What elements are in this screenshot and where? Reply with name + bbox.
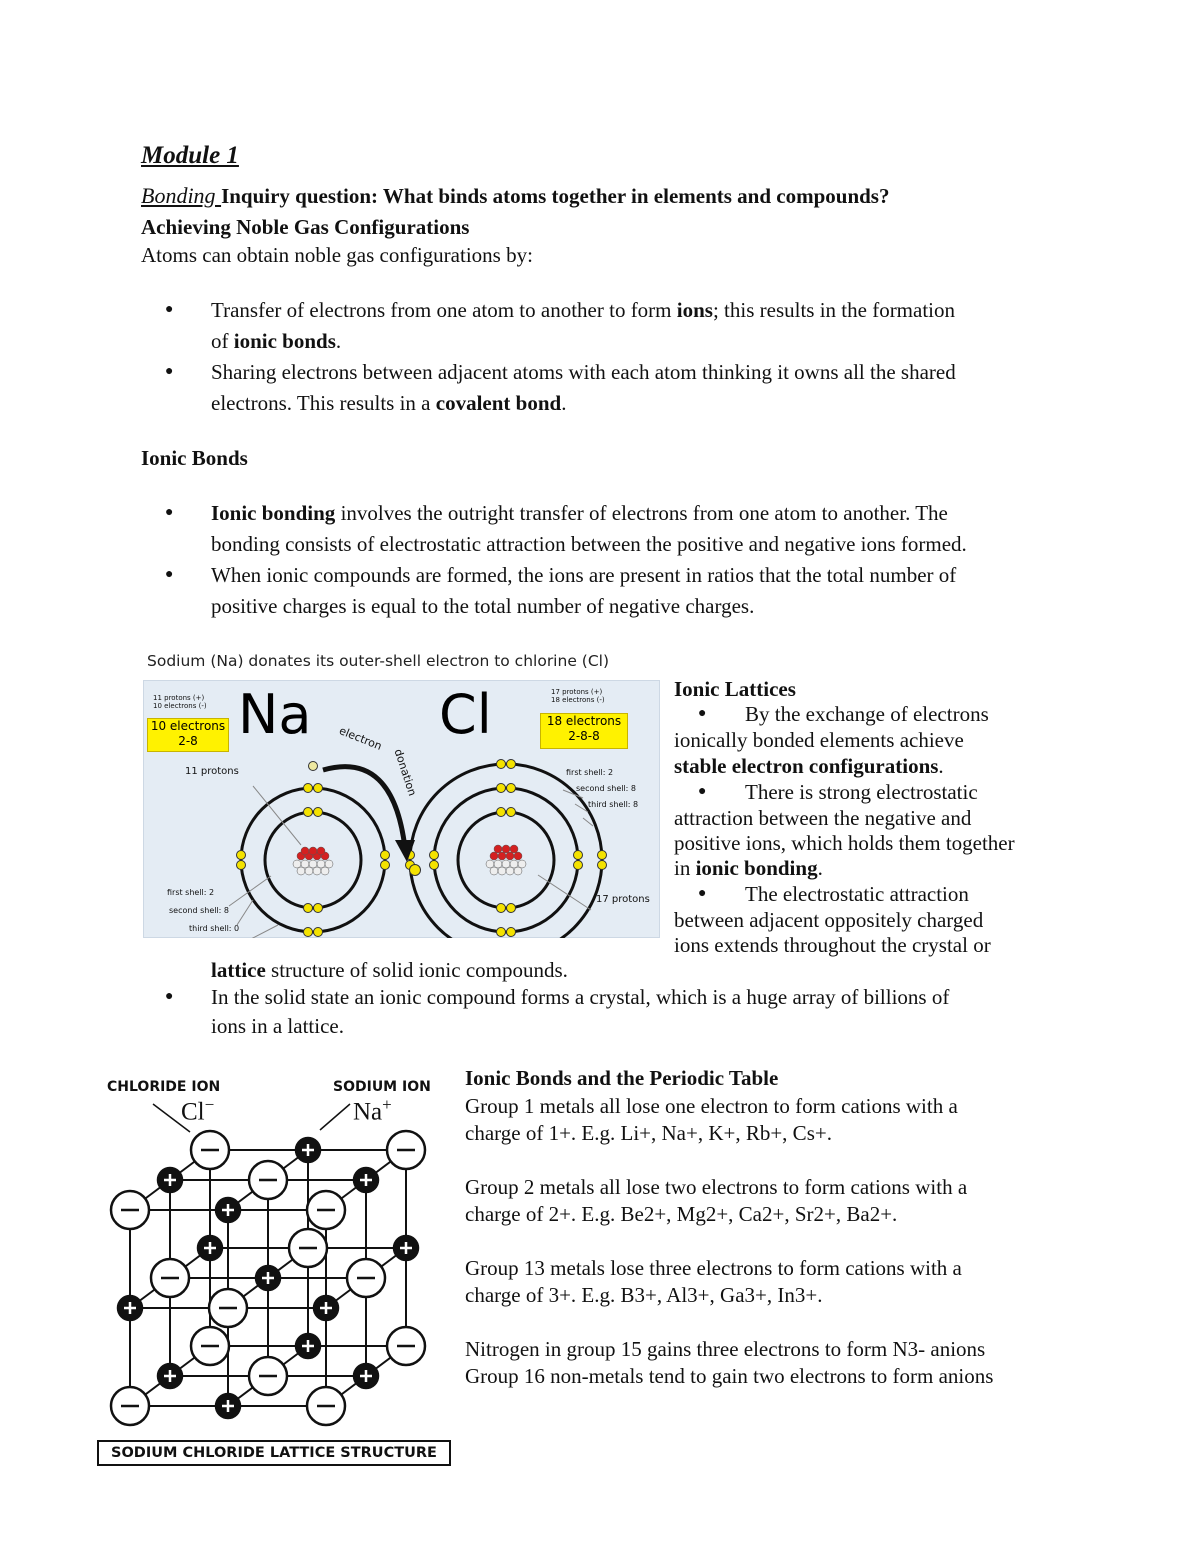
sodium-ion-label: SODIUM ION <box>333 1079 431 1095</box>
lattices-bullet-2-line-4: in ionic bonding. <box>674 856 823 880</box>
ionic-bullet-1-line-2: bonding consists of electrostatic attraction between the positive and negative ions formed. <box>211 532 967 556</box>
lattices-bullet-2-line-2: attraction between the negative and <box>674 806 972 830</box>
chloride-ion <box>387 1131 425 1169</box>
nacl-lattice-figure <box>95 1070 455 1470</box>
bullet-icon: ● <box>698 784 707 799</box>
bullet-icon: ● <box>165 302 174 317</box>
ionic-bullet-2-line-2: positive charges is equal to the total number of negative charges. <box>211 594 755 618</box>
na-third-shell: third shell: 0 <box>189 924 240 933</box>
lattices-bullet-3-line-2: between adjacent oppositely charged <box>674 908 984 932</box>
noble-heading: Achieving Noble Gas Configurations <box>141 215 470 239</box>
group13-line-1: Group 13 metals lose three electrons to form cations with a <box>465 1256 962 1280</box>
chloride-ion <box>191 1131 229 1169</box>
figure1-caption: Sodium (Na) donates its outer-shell electron to chlorine (Cl) <box>147 652 610 670</box>
group1-line-1: Group 1 metals all lose one electron to form cations with a <box>465 1094 958 1118</box>
cl-protons-small: 17 protons (+) <box>551 688 603 696</box>
lattices-bullet-4-line-2: ions in a lattice. <box>211 1014 344 1038</box>
na-electron-badge: 10 electrons 2-8 <box>147 718 229 752</box>
sodium-ion <box>216 1394 240 1418</box>
sodium-pointer-line <box>320 1104 350 1130</box>
chloride-symbol: Cl− <box>181 1095 215 1126</box>
bullet-icon: ● <box>165 364 174 379</box>
na-second-shell: second shell: 8 <box>169 906 230 915</box>
lattices-bullet-2-line-1: There is strong electrostatic <box>745 780 978 804</box>
chloride-ion <box>347 1259 385 1297</box>
ionic-heading: Ionic Bonds <box>141 446 248 470</box>
donation-label: donation <box>391 747 419 798</box>
chloride-ion <box>111 1191 149 1229</box>
na-protons-label: 11 protons <box>185 766 239 777</box>
lattice-caption: SODIUM CHLORIDE LATTICE STRUCTURE <box>97 1440 451 1466</box>
group1-line-2: charge of 1+. E.g. Li+, Na+, K+, Rb+, Cs+. <box>465 1121 832 1145</box>
na-symbol: Na <box>238 683 312 746</box>
chloride-ion <box>249 1357 287 1395</box>
bullet-icon: ● <box>165 989 174 1004</box>
sodium-ion <box>158 1364 182 1388</box>
periodic-heading: Ionic Bonds and the Periodic Table <box>465 1066 779 1090</box>
chloride-ion <box>307 1387 345 1425</box>
lattices-bullet-1-line-2: ionically bonded elements achieve <box>674 728 964 752</box>
sodium-nucleus <box>293 847 333 875</box>
sodium-ion <box>354 1364 378 1388</box>
sodium-ion <box>354 1168 378 1192</box>
group16-line: Group 16 non-metals tend to gain two electrons to form anions <box>465 1364 994 1388</box>
sodium-ion <box>118 1296 142 1320</box>
bullet-icon: ● <box>165 567 174 582</box>
sodium-ion <box>394 1236 418 1260</box>
chlorine-nucleus <box>486 845 526 875</box>
chloride-ion-label: CHLORIDE ION <box>107 1079 221 1095</box>
chloride-pointer-line <box>153 1104 190 1132</box>
cl-first-shell: first shell: 2 <box>566 768 614 777</box>
lattices-bullet-3-line-3: ions extends throughout the crystal or <box>674 933 991 957</box>
chloride-ion <box>249 1161 287 1199</box>
noble-bullet-2-line-2: electrons. This results in a covalent bond. <box>211 391 567 415</box>
group2-line-1: Group 2 metals all lose two electrons to form cations with a <box>465 1175 968 1199</box>
chloride-ion <box>307 1191 345 1229</box>
sodium-ion <box>296 1334 320 1358</box>
cl-third-shell: third shell: 8 <box>588 800 639 809</box>
cl-electrons-small: 18 electrons (-) <box>551 696 605 704</box>
cl-symbol: Cl <box>439 683 492 746</box>
cl-protons-label: 17 protons <box>596 894 650 905</box>
lattices-bullet-1-line-3: stable electron configurations. <box>674 754 944 778</box>
lattices-bullet-3-line-1: The electrostatic attraction <box>745 882 969 906</box>
chloride-ion <box>289 1229 327 1267</box>
chloride-charge: − <box>204 1095 215 1114</box>
noble-intro: Atoms can obtain noble gas configurations by: <box>141 243 533 267</box>
sodium-chlorine-figure <box>143 648 660 938</box>
sodium-ion <box>198 1236 222 1260</box>
sodium-ion <box>158 1168 182 1192</box>
sodium-ion <box>216 1198 240 1222</box>
electrons <box>237 760 607 939</box>
sodium-ion <box>296 1138 320 1162</box>
nitrogen-line: Nitrogen in group 15 gains three electrons to form N3- anions <box>465 1337 986 1361</box>
group13-line-2: charge of 3+. E.g. B3+, Al3+, Ga3+, In3+. <box>465 1283 823 1307</box>
inquiry-question: Inquiry question: What binds atoms together in elements and compounds? <box>221 184 890 208</box>
lattice-diagram <box>95 1070 455 1440</box>
sodium-ion <box>256 1266 280 1290</box>
lattices-bullet-4-line-1: In the solid state an ionic compound forms a crystal, which is a huge array of billions of <box>211 985 950 1009</box>
ionic-bullet-2-line-1: When ionic compounds are formed, the ions are present in ratios that the total number of <box>211 563 957 587</box>
noble-bullet-1-line-1: Transfer of electrons from one atom to another to form ions; this results in the formation <box>211 298 956 322</box>
group2-line-2: charge of 2+. E.g. Be2+, Mg2+, Ca2+, Sr2+, Ba2+. <box>465 1202 898 1226</box>
module-title: Module 1 <box>141 142 239 169</box>
inquiry-line <box>141 180 889 212</box>
lattices-bullet-3-line-4: lattice structure of solid ionic compounds. <box>211 958 568 982</box>
lattices-heading: Ionic Lattices <box>674 677 796 701</box>
bullet-icon: ● <box>698 706 707 721</box>
lattices-bullet-2-line-3: positive ions, which holds them together <box>674 831 1015 855</box>
topic-label: Bonding <box>141 183 222 208</box>
chloride-ion <box>387 1327 425 1365</box>
ionic-bullet-1-line-1: Ionic bonding involves the outright transfer of electrons from one atom to another. The <box>211 501 948 525</box>
noble-bullet-1-line-2: of ionic bonds. <box>211 329 342 353</box>
na-electrons-small: 10 electrons (-) <box>153 702 207 710</box>
chloride-ion <box>209 1289 247 1327</box>
bullet-icon: ● <box>698 886 707 901</box>
cl-electron-badge: 18 electrons 2-8-8 <box>540 713 628 749</box>
chloride-ion <box>111 1387 149 1425</box>
noble-bullet-2-line-1: Sharing electrons between adjacent atoms with each atom thinking it owns all the shared <box>211 360 956 384</box>
sodium-symbol: Na+ <box>353 1095 392 1126</box>
chloride-ion <box>191 1327 229 1365</box>
bullet-icon: ● <box>165 505 174 520</box>
na-protons-small: 11 protons (+) <box>153 694 205 702</box>
sodium-ion <box>314 1296 338 1320</box>
na-first-shell: first shell: 2 <box>167 888 215 897</box>
electron-label: electron <box>337 724 384 753</box>
cl-second-shell: second shell: 8 <box>576 784 637 793</box>
chloride-ion <box>151 1259 189 1297</box>
lattices-bullet-1-line-1: By the exchange of electrons <box>745 702 989 726</box>
sodium-charge: + <box>382 1095 392 1114</box>
